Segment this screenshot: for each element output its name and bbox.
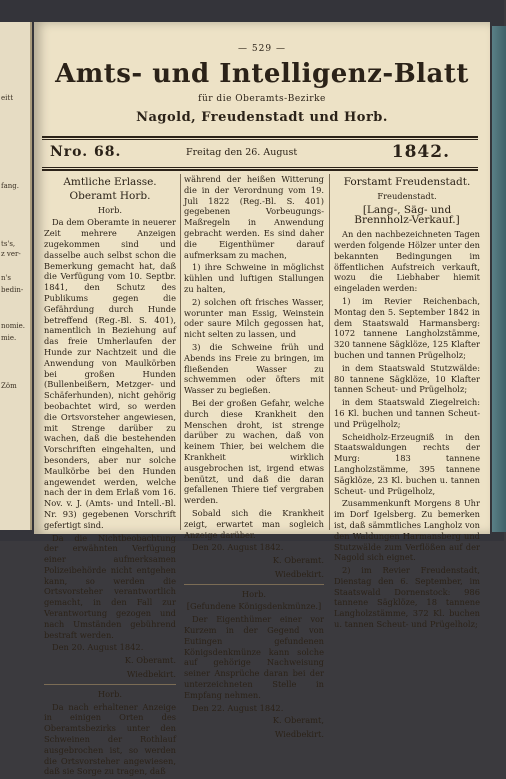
prev-page-fragment: bedin- [1,286,24,294]
prev-page-fragment: nomie. [1,322,25,330]
prev-page-fragment: mie. [1,334,17,342]
bottom-rule-thin [42,167,478,168]
notice-paragraph: Scheidholz-Erzeugniß in den Staatswaldungen rechts der Murg: 183 tannene Langholzstämme, 395 tannene Sägklöze, 23 Kl. buchen u. tannen Scheut- und Prügelholz, [334,431,480,496]
notice-dateline: Den 20. August 1842. [192,542,284,553]
issue-line [44,140,476,166]
masthead-districts: Nagold, Freudenstadt und Horb. [136,110,388,125]
notice-signature: K. Oberamt, [272,715,324,726]
column-1 [44,174,176,779]
column-2 [184,174,324,743]
issue-year: 1842. [391,142,450,162]
notice-paragraph: Der Eigenthümer einer vor Kurzem in der Gegend von Eutingen gefundenen Königsdenkmünze kann solche auf gehörige Nachweisung seiner Ansprüche daran bei der unterzeichneten Stelle in Empfang nehmen. [184,614,324,700]
place-heading: Horb. [241,588,267,599]
notice-dateline: Den 22. August 1842. [192,702,284,713]
section-subheading: Oberamt Horb. [69,189,151,202]
column-divider [329,174,330,530]
notice-paragraph: An den nachbezeichneten Tagen werden folgende Hölzer unter den bekannten Bedingungen im öffentlichen Aufstreich verkauft, wozu die Liebhaber hiemit eingeladen werden: [334,229,480,294]
notice-list-item: 1) im Revier Reichenbach, Montag den 5. September 1842 in dem Staatswald Harmansberg: 1072 tannene Langholzstämme, 320 tannene Sägklöze, 125 Klafter buchen und tannen Prügelholz; [334,295,480,360]
column-divider [180,174,181,530]
column-3 [334,174,480,632]
notice-list-item: in dem Staatswald Stutzwälde: 80 tannene Sägklöze, 10 Klafter tannen Scheut- und Prügelholz; [334,362,480,395]
notice-title: [Gefundene Königsdenkmünze.] [186,601,322,612]
previous-page-strip [0,22,32,530]
prev-page-fragment: Zöm [1,382,17,390]
notice-signature: Wiedbekirt. [126,669,176,680]
section-heading: Amtliche Erlasse. [63,176,157,188]
bottom-rule [42,169,478,171]
book-edge [492,26,506,532]
notice-signature: K. Oberamt. [124,655,176,666]
notice-divider [44,684,176,685]
notice-dateline: Den 20. August 1842. [52,642,144,653]
masthead-subtitle: für die Oberamts-Bezirke [198,94,326,104]
notice-paragraph: während der heißen Witterung die in der Verordnung vom 19. Juli 1822 (Reg.-Bl. S. 401) gegebenen Vorbeugungs-Maßregeln in Anwendung gebracht werden. Es sind daher die Eigenthümer darauf aufmerksam zu machen, [184,174,324,260]
notice-list-item: 3) die Schweine früh und Abends ins Freie zu bringen, im fließenden Wasser zu schwemmen oder öfters mit Wasser zu begießen. [184,341,324,396]
issue-number: Nro. 68. [50,144,122,160]
notice-list-item: 2) solchen oft frisches Wasser, worunter man Essig, Weinstein oder saure Milch gegossen hat, nicht selten zu lassen, und [184,296,324,340]
prev-page-fragment: eitt [1,94,14,102]
prev-page-fragment: n's [1,274,12,282]
notice-list-item: 2) im Revier Freudenstadt, Dienstag den 6. September, im Staatswald Dornenstock: 986 tannene Sägklöze, 18 tannene Langholzstämme, 372 Kl. buchen u. tannen Scheut- und Prügelholz; [334,565,480,630]
notice-divider [184,584,324,585]
notice-list-item: in dem Staatswald Ziegelreich: 16 Kl. buchen und tannen Scheut- und Prügelholz; [334,397,480,429]
notice-paragraph: Da die Nichtbeobachtung der erwähnten Verfügung einer aufmerksamen Polizeibehörde nicht entgehen kann, so werden die Ortsvorsteher verantwortlich gemacht, in den Fall zur Verantwortung gezogen und nach Umständen gebührend bestraft werden. [44,532,176,640]
page-number: — 529 — [238,44,286,54]
notice-list-item: 1) ihre Schweine in möglichst kühlen und luftigen Stallungen zu halten, [184,262,324,294]
notice-paragraph: Zusammenkunft Morgens 8 Uhr im Dorf Igelsberg. Zu bemerken ist, daß sämmtliches Langholz von den Waldungen Harmansberg und Stutzwälde zum Verflößen auf der Nagold sich eignet. [334,498,480,563]
notice-paragraph: Sobald sich die Krankheit zeigt, erwartet man sogleich Anzeige darüber. [184,507,324,540]
notice-signature: Wiedbekirt. [274,729,324,740]
notice-paragraph: Da nach erhaltener Anzeige in einigen Orten des Oberamtsbezirks unter den Schweinen der Rothlauf ausgebrochen ist, so werden die Ortsvorsteher angewiesen, daß sie Sorge zu tragen, daß [44,701,176,777]
notice-signature: Wiedbekirt. [274,568,324,579]
place-heading: Horb. [97,688,123,699]
notice-title: [Lang-, Säg- und Brennholz-Verkauf.] [354,203,460,227]
masthead-title: Amts- und Intelligenz-Blatt [55,59,469,89]
issue-date: Freitag den 26. August [186,147,298,158]
prev-page-fragment: z ver- [1,250,21,258]
prev-page-fragment: ts's, [1,240,16,248]
place-heading: Horb. [97,204,123,215]
top-rule [42,136,478,138]
section-heading: Forstamt Freudenstadt. [343,176,471,188]
place-heading: Freudenstadt. [377,190,437,201]
notice-paragraph: Da dem Oberamte in neuerer Zeit mehrere Anzeigen zugekommen sind und dasselbe auch selbst schon die Bemerkung gemacht hat, daß die Verfügung vom 10. Septbr. 1841, den Schutz des Publikums gegen die Gefährdung durch Hunde betreffend (Reg.-Bl. S. 401), namentlich in Beziehung auf das freie Umherlaufen der Hunde zur Nachtzeit und die Anwendung von Maulkörben bei großen Hunden (Bullenbeißern, Metzger- und Schäferhunden), nicht gehörig beobachtet wird, so werden die Ortsvorsteher angewiesen, mit Strenge darüber zu wachen, daß die bestehenden Vorschriften eingehalten, und besonders, aber nur solche Maulkörbe bei den Hunden angewendet werden, welche nach der in dem Erlaß vom 16. Nov. v. J. (Amts- und Intell.-Bl. Nr. 93) gegebenen Vorschrift gefertigt sind. [44,217,176,530]
prev-page-fragment: fang. [1,182,19,190]
notice-paragraph: Bei der großen Gefahr, welche durch diese Krankheit den Menschen droht, ist strenge darüber zu wachen, daß von keinem Thier, bei welchem die Krankheit wirklich ausgebrochen ist, irgend etwas benützt, und daß die daran gefallenen Thiere tief vergraben werden. [184,397,324,506]
newspaper-page [34,22,490,777]
notice-signature: K. Oberamt. [272,555,324,566]
